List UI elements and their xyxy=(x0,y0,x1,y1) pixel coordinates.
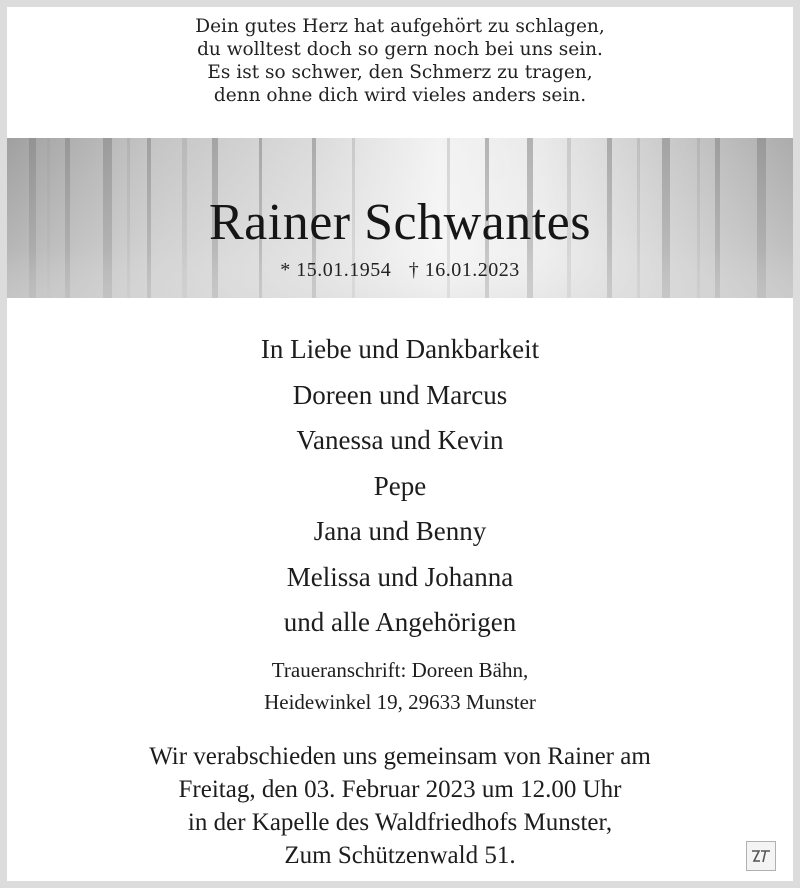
mourners-line: Doreen und Marcus xyxy=(292,379,508,410)
service-line: Freitag, den 03. Februar 2023 um 12.00 Uhr xyxy=(178,776,622,803)
mourners-list xyxy=(7,327,793,646)
mourners-line: Vanessa und Kevin xyxy=(296,425,504,455)
mourners-line: Pepe xyxy=(373,470,427,501)
address-line: Heidewinkel 19, 29633 Munster xyxy=(264,690,536,714)
mourners-line: Jana und Benny xyxy=(313,516,487,546)
poem-line: du wolltest doch so gern noch bei uns sein. xyxy=(197,39,603,60)
poem-line: denn ohne dich wird vieles anders sein. xyxy=(213,85,587,106)
poem xyxy=(7,15,793,107)
service-line: in der Kapelle des Waldfriedhofs Munster, xyxy=(187,809,613,836)
life-dates xyxy=(7,259,793,282)
address-line: Traueranschrift: Doreen Bähn, xyxy=(271,658,529,682)
mourning-address xyxy=(7,654,793,718)
death-date: † 16.01.2023 xyxy=(408,259,520,281)
mourners-line: Melissa und Johanna xyxy=(286,561,514,592)
deceased-name: Rainer Schwantes xyxy=(208,194,591,251)
mourners-line: In Liebe und Dankbarkeit xyxy=(260,334,540,364)
publisher-logo-icon xyxy=(746,841,776,871)
service-line: Zum Schützenwald 51. xyxy=(284,842,516,869)
mourners-line: und alle Angehörigen xyxy=(283,607,517,637)
birth-date: * 15.01.1954 xyxy=(280,259,392,281)
poem-line: Es ist so schwer, den Schmerz zu tragen, xyxy=(207,62,593,83)
poem-line: Dein gutes Herz hat aufgehört zu schlagen, xyxy=(195,16,605,37)
forest-banner xyxy=(7,138,793,298)
funeral-service-info xyxy=(7,740,793,872)
service-line: Wir verabschieden uns gemeinsam von Rainer am xyxy=(149,743,651,770)
